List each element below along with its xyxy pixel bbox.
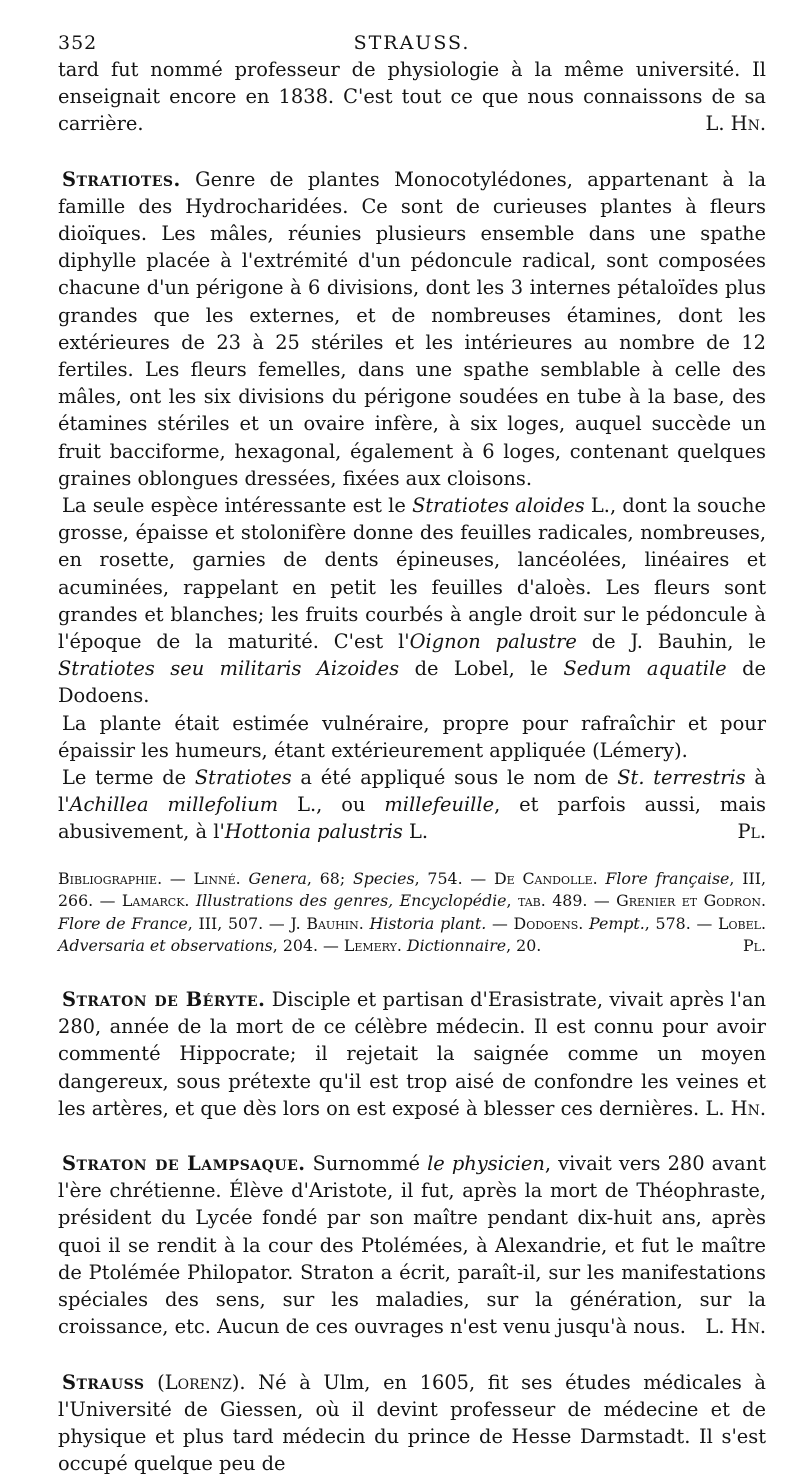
straton-lampsaque-signature: L. Hn. [701,1313,766,1340]
text-run: , 578. — Lobel. [645,914,766,933]
stratiotes-species-paragraph [58,492,766,710]
italic-run: Genera [248,869,306,888]
text-run: , III, 507. — J. Bauhin. [188,914,370,933]
italic-run: Pempt. [589,914,645,933]
italic-run: Oignon palustre [410,630,577,653]
stratiotes-term-paragraph [58,764,766,846]
text-run: a été appliqué sous le nom de [292,766,618,789]
straton-beryte-signature: L. Hn. [701,1095,766,1122]
italic-run: Stratiotes aloides [412,494,585,517]
running-title: STRAUSS. [58,32,766,54]
text-run: Le terme de [62,766,195,789]
entry-strauss [58,1369,766,1477]
bibliography-signature: Pl. [743,935,766,958]
italic-run: St. terrestris [617,766,745,789]
italic-run: Stratiotes seu militaris Aizoides [58,657,399,680]
text-run: , III, 266. — Lamarck. [58,869,766,911]
text-run: Surnommé [313,1152,428,1175]
text-run: La plante était estimée vulnéraire, propre pour rafraîchir et pour épaissir les humeurs, étant extérieurement appliquée (Lémery). [58,712,766,762]
italic-run: Adversaria et observations [58,936,273,955]
page-number: 352 [58,32,97,54]
text-run: L., ou [278,793,384,816]
italic-run: Flore française [605,869,729,888]
text-run: , 20. [506,936,541,955]
text-run: , vivait vers 280 avant l'ère chrétienne. Élève d'Aristote, il fut, après la mort de Théophraste, président du Lycée fondé par son maître pendant dix-huit ans, après quoi il se rendit à la cour des Ptolémées, à Alexandrie, et fut le maître de Ptolémée Philopator. Straton a écrit, paraît-il, sur les manifestations spéciales des sens, sur les maladies, sur la génération, sur la croissance, etc. Aucun de ces ouvrages n'est venu jusqu'à nous. [58,1152,766,1338]
straton-beryte-paragraph [58,986,766,1122]
headword-stratiotes: Stratiotes. [62,168,181,191]
text-run: L., dont la souche grosse, épaisse et stolonifère donne des feuilles radicales, nombreuses, en rosette, garnies de dents épineuses, lancéolées, linéaires et acuminées, rappelant en petit les feuilles d'aloès. Les fleurs sont grandes et blanches; les fruits courbés à angle droit sur le pédoncule à l'époque de la maturité. C'est l' [58,494,766,653]
italic-run: Sedum aquatile [563,657,726,680]
italic-run: Hottonia palustris [225,820,403,843]
running-header [58,26,766,56]
text-run: de J. Bauhin, le [577,630,766,653]
headword-straton-de-lampsaque: Straton de Lampsaque. [62,1152,306,1175]
headword-straton-de-beryte: Straton de Béryte. [62,988,265,1011]
italic-run: Stratiotes [195,766,292,789]
stratiotes-p1: Genre de plantes Monocotylédones, appartenant à la famille des Hydrocharidées. Ce sont de curieuses plantes à fleurs dioïques. Les mâles, réunies plusieurs ensemble dans une spathe diphylle placée à l'extrémité d'un pédoncule radical, sont composées chacune d'un périgone à 6 divisions, dont les 3 internes pétaloïdes plus grandes que les externes, et de nombreuses étamines, dont les extérieures de 23 à 25 stériles et les intérieures au nombre de 12 fertiles. Les fleurs femelles, dans une spathe semblable à celle des mâles, ont les six divisions du périgone soudées en tube à la base, des étamines stériles et un ovaire infère, à six loges, auquel succède un fruit bacciforme, hexagonal, également à 6 loges, contenant quelques graines oblongues dressées, fixées aux cloisons. [58,168,766,490]
text-run: Disciple et partisan d'Erasistrate, vivait après l'an 280, année de la mort de ce célèbre médecin. Il est connu pour avoir commenté Hippocrate; il rejetait la saignée comme un moyen dangereux, sous prétexte qu'il est trop aisé de confondre les veines et les artères, et que dès lors on est exposé à blesser ces dernières. [58,988,766,1120]
bibliography-label: Bibliographie. [58,869,162,888]
entry-straton-de-beryte [58,986,766,1122]
strauss-paragraph [58,1369,766,1477]
text-run: — Dodoens. [486,914,589,933]
text-run: — Linné. [162,869,248,888]
italic-run: Illustrations des genres, Encyclopédie [196,891,507,910]
straton-lampsaque-paragraph [58,1150,766,1340]
text-run: L. [403,820,428,843]
text-run: , 754. — De Candolle. [415,869,606,888]
stratiotes-signature: Pl. [733,818,766,845]
text-run: , 204. — Lemery. [273,936,407,955]
intro-paragraph [58,56,766,138]
stratiotes-description [58,166,766,492]
italic-run: Achillea millefolium [70,793,279,816]
italic-run: le physicien [427,1152,545,1175]
italic-run: Species [353,869,415,888]
text-run: Né à Ulm, en 1605, fit ses études médicales à l'Université de Giessen, où il devint professeur de médecine et de physique et plus tard médecin du prince de Hesse Darmstadt. Il s'est occupé quelque peu de [58,1371,766,1476]
text-run: de Dodoens. [58,657,766,707]
entry-stratiotes [58,166,766,958]
stratiotes-usage-paragraph [58,710,766,764]
text-run: à l' [58,766,766,816]
text-run: , et parfois aussi, mais abusivement, à l' [58,793,766,843]
bibliography [58,868,766,958]
text-run: de Lobel, le [399,657,563,680]
text-run: , tab. 489. — Grenier et Godron. [507,891,766,910]
italic-run: millefeuille [384,793,494,816]
italic-run: Dictionnaire [407,936,506,955]
text-run: , 68; [307,869,353,888]
text-run: La seule espèce intéressante est le [62,494,412,517]
intro-signature: L. Hn. [705,110,766,137]
intro-text: tard fut nommé professeur de physiologie à la même université. Il enseignait encore en 1838. C'est tout ce que nous connaissons de sa carrière. [58,58,766,135]
headword-strauss: Strauss [62,1371,145,1394]
italic-run: Flore de France [58,914,188,933]
entry-straton-de-lampsaque [58,1150,766,1340]
italic-run: Historia plant. [370,914,487,933]
strauss-forename: (Lorenz). [157,1371,245,1394]
